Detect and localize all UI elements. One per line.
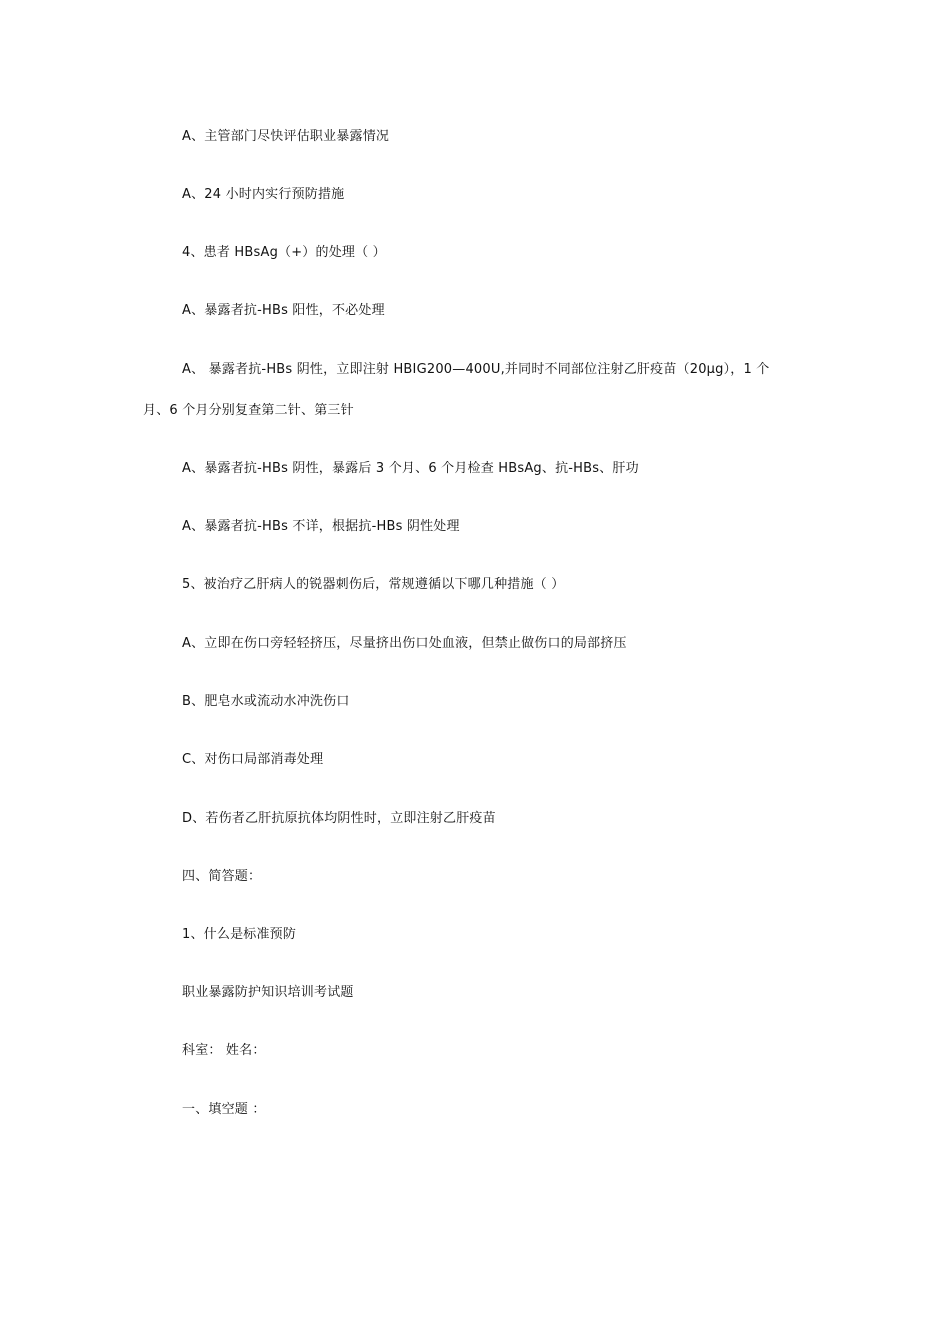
option-line: D、若伤者乙肝抗原抗体均阴性时，立即注射乙肝疫苗 — [182, 811, 496, 826]
question-line: 4、患者 HBsAg（+）的处理（ ） — [182, 245, 386, 260]
option-line: A、主管部门尽快评估职业暴露情况 — [182, 129, 390, 144]
option-line-continuation: 月、6 个月分别复查第二针、第三针 — [143, 403, 354, 418]
question-line: 5、被治疗乙肝病人的锐器刺伤后，常规遵循以下哪几种措施（ ） — [182, 577, 565, 592]
exam-title: 职业暴露防护知识培训考试题 — [182, 985, 354, 1000]
option-line: C、对伤口局部消毒处理 — [182, 752, 324, 767]
department-name-line: 科室： 姓名： — [182, 1043, 266, 1058]
question-line: 1、什么是标准预防 — [182, 927, 297, 942]
option-line: A、暴露者抗-HBs 不详，根据抗-HBs 阴性处理 — [182, 519, 460, 534]
option-line: A、24 小时内实行预防措施 — [182, 187, 345, 202]
option-line: B、肥皂水或流动水冲洗伤口 — [182, 694, 350, 709]
option-line: A、 暴露者抗-HBs 阴性，立即注射 HBIG200—400U,并同时不同部位注射乙肝疫苗（20μg），1 个 — [182, 362, 770, 377]
option-line: A、立即在伤口旁轻轻挤压，尽量挤出伤口处血液，但禁止做伤口的局部挤压 — [182, 636, 627, 651]
option-line: A、暴露者抗-HBs 阳性，不必处理 — [182, 303, 385, 318]
section-heading: 四、简答题： — [182, 869, 262, 884]
section-heading: 一、填空题 ： — [182, 1102, 266, 1117]
option-line: A、暴露者抗-HBs 阴性，暴露后 3 个月、6 个月检查 HBsAg、抗-HBs、肝功 — [182, 461, 639, 476]
